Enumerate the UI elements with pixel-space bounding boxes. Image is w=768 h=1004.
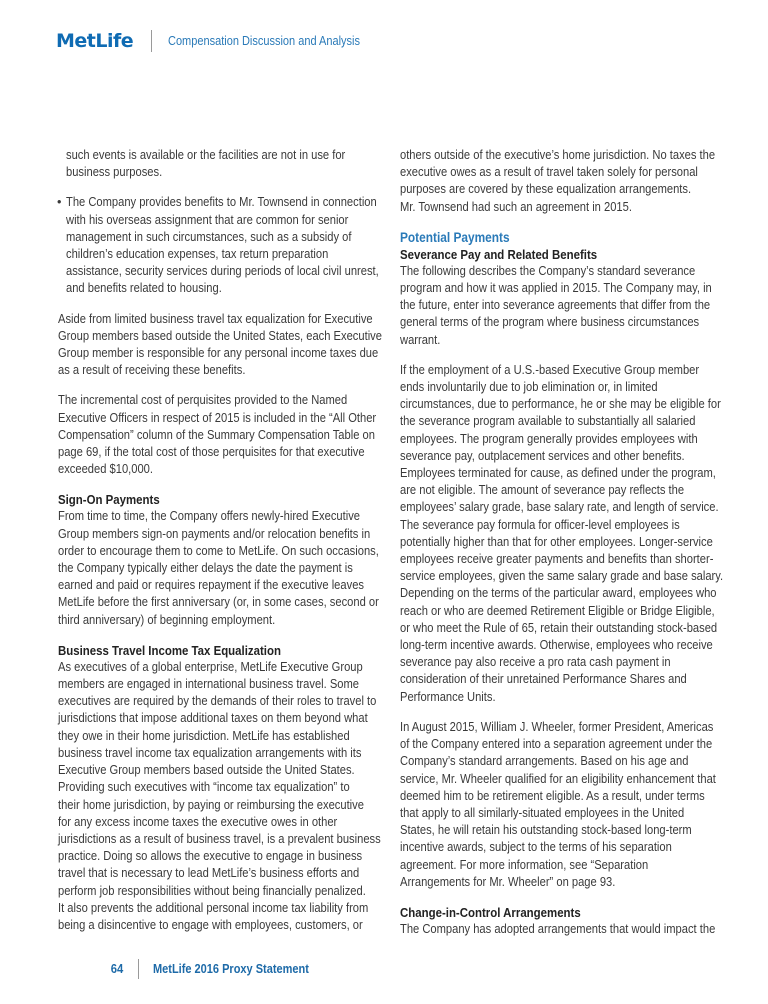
text-line: reach or who are deemed Retirement Eligible or Bridge Eligible, (400, 603, 715, 618)
text-line: The incremental cost of perquisites provided to the Named (58, 393, 348, 408)
change-in-control-paragraph (400, 921, 725, 938)
text-line: ends involuntarily due to job elimination or, in limited (400, 380, 658, 395)
page-number: 64 (110, 962, 124, 976)
text-line: The Company has adopted arrangements that would impact the (400, 921, 716, 936)
text-line: executives are required by the demands of their roles to travel to (58, 694, 377, 709)
text-line: purposes are covered by these equalization arrangements. (400, 182, 692, 197)
text-line: deemed him to be retirement eligible. As a result, under terms (400, 788, 705, 803)
text-line: service, Mr. Wheeler qualified for an eligibility enhancement that (400, 771, 716, 786)
page-footer (110, 958, 330, 980)
left-column (58, 147, 388, 947)
text-line: or who meet the Rule of 65, retain their outstanding stock-based (400, 620, 718, 635)
text-line: If the employment of a U.S.-based Executive Group member (400, 362, 700, 377)
text-line: warrant. (400, 332, 441, 347)
townsend-benefits-bullet (58, 194, 388, 297)
text-line: The severance pay formula for officer-level employees is (400, 517, 680, 532)
text-line: perform job responsibilities without being financially penalized. (58, 883, 366, 898)
text-line: and benefits related to housing. (66, 281, 222, 296)
text-line: are not eligible. The amount of severance pay reflects the (400, 483, 685, 498)
text-line: members are engaged in international business travel. Some (58, 677, 360, 692)
travel-continued-paragraph (400, 147, 725, 216)
text-line: of the Company entered into a separation agreement under the (400, 737, 713, 752)
text-line: Group members based outside the United States, each Executive (58, 328, 382, 343)
text-line: employees receive greater payments and benefits than shorter- (400, 552, 714, 567)
text-line: Employees terminated for cause, as defined under the program, (400, 466, 716, 481)
text-line: long-term incentive awards. Otherwise, employees who receive (400, 638, 713, 653)
text-line: Group member is responsible for any personal income taxes due (58, 346, 379, 361)
wheeler-separation-paragraph (400, 719, 725, 891)
text-line: that apply to all similarly-situated employees in the United (400, 805, 685, 820)
text-line: exceeded $10,000. (58, 462, 153, 477)
text-line: page 69, if the total cost of those perquisites for that executive (58, 445, 365, 460)
text-line: executive owes as a result of travel taken solely for personal (400, 165, 698, 180)
text-line: consideration of their unretained Performance Shares and (400, 672, 687, 687)
bullet-text (66, 194, 388, 297)
footer-divider (138, 959, 139, 979)
header-divider (151, 30, 152, 52)
text-line: As executives of a global enterprise, MetLife Executive Group (58, 659, 363, 674)
text-line: for any excess income taxes the executive owes in other (58, 814, 338, 829)
text-line: employees’ salary grade, base salary rate, and length of service. (400, 500, 719, 515)
text-line: Mr. Townsend had such an agreement in 2015. (400, 199, 632, 214)
text-line: States, he will retain his outstanding stock-based long-term (400, 823, 692, 838)
perquisite-cost-paragraph (58, 392, 388, 478)
text-line: Depending on the terms of the particular award, employees who (400, 586, 717, 601)
text-line: program and how it was applied in 2015. The Company may, in (400, 281, 712, 296)
potential-payments-heading: Potential Payments (400, 229, 510, 245)
text-line: management in such circumstances, such as a subsidy of (66, 229, 352, 244)
change-in-control-heading: Change-in-Control Arrangements (400, 904, 581, 920)
text-line: Compensation” column of the Summary Compensation Table on (58, 427, 375, 442)
text-line: business purposes. (66, 165, 163, 180)
text-line: In August 2015, William J. Wheeler, former President, Americas (400, 719, 714, 734)
text-line: jurisdictions that impose additional taxes on them beyond what (58, 711, 368, 726)
continued-bullet-text (58, 147, 388, 181)
text-line: severance pay, outplacement services and other benefits. (400, 448, 685, 463)
tax-responsibility-paragraph (58, 311, 388, 380)
section-title: Compensation Discussion and Analysis (168, 34, 361, 48)
text-line: circumstances, due to performance, he or she may be eligible for (400, 397, 721, 412)
text-line: agreement. For more information, see “Separation (400, 857, 649, 872)
text-line: potentially higher than that for other employees. Longer-service (400, 534, 713, 549)
text-line: travel that is necessary to lead MetLife’s business efforts and (58, 866, 360, 881)
text-line: MetLife before the first anniversary (or, in some cases, second or (58, 595, 379, 610)
business-travel-paragraph (58, 659, 388, 934)
text-line: Providing such executives with “income tax equalization” to (58, 780, 350, 795)
text-line: incentive awards, subject to the terms of his separation (400, 840, 672, 855)
text-line: they owe in their home jurisdiction. MetLife has established (58, 728, 350, 743)
text-line: Company’s standard arrangements. Based on his age and (400, 754, 689, 769)
text-line: order to encourage them to come to MetLife. On such occasions, (58, 543, 379, 558)
text-line: employees. The program generally provides employees with (400, 431, 698, 446)
text-line: third anniversary) of beginning employment. (58, 612, 276, 627)
severance-intro-paragraph (400, 263, 725, 349)
business-travel-heading: Business Travel Income Tax Equalization (58, 642, 281, 658)
sign-on-payments-paragraph (58, 508, 388, 628)
text-line: as a result of receiving these benefits. (58, 363, 246, 378)
text-line: children’s education expenses, tax return preparation (66, 247, 329, 262)
text-line: such events is available or the facilities are not in use for (66, 148, 346, 162)
text-line: with his overseas assignment that are common for senior (66, 212, 349, 227)
text-line: assistance, security services during periods of local civil unrest, (66, 264, 379, 279)
sign-on-payments-heading: Sign-On Payments (58, 492, 160, 508)
text-line: From time to time, the Company offers newly-hired Executive (58, 509, 360, 524)
text-line: business travel income tax equalization arrangements with its (58, 745, 362, 760)
bullet-marker: • (57, 195, 62, 210)
metlife-logo: MetLife (56, 30, 134, 52)
text-line: Arrangements for Mr. Wheeler” on page 93. (400, 874, 616, 889)
text-line: jurisdictions as a result of business travel, is a prevalent business (58, 831, 381, 846)
text-line: their home jurisdiction, by paying or reimbursing the executive (58, 797, 364, 812)
text-line: Aside from limited business travel tax equalization for Executive (58, 311, 373, 326)
text-line: general terms of the program where business circumstances (400, 315, 700, 330)
text-line: The Company provides benefits to Mr. Townsend in connection (66, 195, 377, 210)
text-line: the Company typically either delays the date the payment is (58, 561, 353, 576)
page-header (56, 26, 386, 56)
severance-body-paragraph (400, 362, 725, 706)
text-line: the severance program available to substantially all salaried (400, 414, 696, 429)
text-line: Executive Group members based outside the United States. (58, 763, 355, 778)
text-line: It also prevents the additional personal income tax liability from (58, 900, 369, 915)
text-line: practice. Doing so allows the executive to engage in business (58, 849, 363, 864)
text-line: Group members sign-on payments and/or relocation benefits in (58, 526, 371, 541)
text-line: being a disincentive to engage with employees, customers, or (58, 917, 363, 932)
text-line: Performance Units. (400, 689, 496, 704)
text-line: the future, enter into severance agreements that differ from the (400, 298, 711, 313)
text-line: Executive Officers in respect of 2015 is included in the “All Other (58, 410, 377, 425)
text-line: service employees, given the same salary grade and base salary. (400, 569, 724, 584)
text-line: The following describes the Company’s standard severance (400, 263, 696, 278)
severance-heading: Severance Pay and Related Benefits (400, 246, 598, 262)
text-line: severance pay also receive a pro rata cash payment in (400, 655, 671, 670)
text-line: others outside of the executive’s home jurisdiction. No taxes the (400, 148, 716, 162)
text-line: earned and paid or requires repayment if the executive leaves (58, 578, 364, 593)
document-title: MetLife 2016 Proxy Statement (152, 962, 309, 976)
right-column (400, 147, 725, 951)
